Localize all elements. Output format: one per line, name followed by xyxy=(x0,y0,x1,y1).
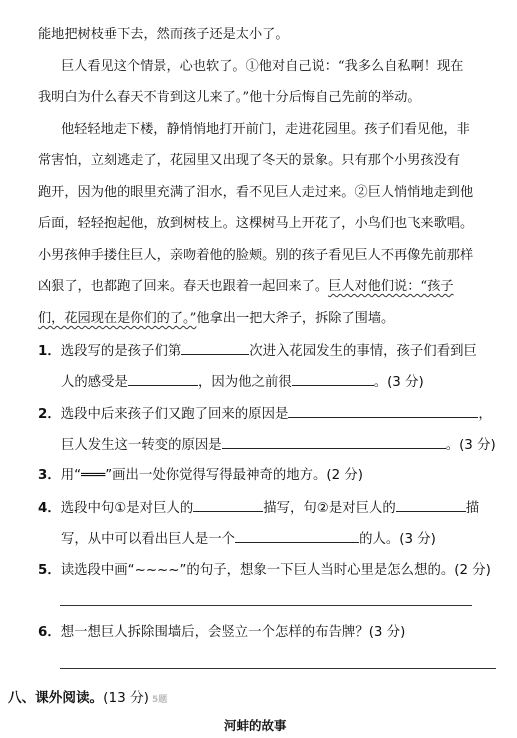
question-2-text-c: 巨人发生这一转变的原因是 xyxy=(61,438,222,453)
question-1-text-c: 人的感受是 xyxy=(61,375,128,390)
passage-line-4: 他轻轻地走下楼，静悄悄地打开前门，走进花园里。孩子们看见他，非 xyxy=(61,122,470,137)
passage-line-1: 能地把树枝垂下去，然而孩子还是太小了。 xyxy=(38,27,289,42)
question-2-text-d: 。(3 分) xyxy=(445,438,496,453)
question-1-blank-3[interactable] xyxy=(292,373,374,386)
passage-line-10 xyxy=(38,310,394,328)
question-4-blank-1[interactable] xyxy=(193,499,263,512)
question-1-text-d: ，因为他之前很 xyxy=(197,375,292,390)
question-4-line-2 xyxy=(61,530,436,549)
question-2-line-1 xyxy=(38,405,492,424)
question-1-blank-2[interactable] xyxy=(128,373,198,386)
question-5-answer-line[interactable] xyxy=(60,605,472,606)
question-1-text-b: 次进入花园发生的事情，孩子们看到巨 xyxy=(249,344,477,359)
passage-line-10-rest: 他拿出一把大斧子，拆除了围墙。 xyxy=(196,311,395,326)
passage-line-9-text: 凶狠了，也都跑了回来。春天也跟着一起回来了。 xyxy=(38,279,329,294)
passage-line-3: 我明白为什么春天不肯到这儿来了。”他十分后悔自己先前的举动。 xyxy=(38,90,421,105)
question-1-text-a: 选段写的是孩子们第 xyxy=(60,344,182,359)
question-5-number: 5． xyxy=(38,563,61,578)
passage-line-6: 跑开，因为他的眼里充满了泪水，看不见巨人走过来。②巨人悄悄地走到他 xyxy=(38,185,474,200)
question-4-blank-2[interactable] xyxy=(396,499,466,512)
question-2-text-b: ， xyxy=(478,407,492,422)
question-4-line-1 xyxy=(38,499,479,518)
question-5-text-b: ”的句子，想象一下巨人当时心里是怎么想的。(2 分) xyxy=(179,563,491,578)
question-1-number: 1． xyxy=(38,344,61,359)
section-score: (13 分) xyxy=(103,690,149,706)
question-3-text-b: ”画出一处你觉得写得最神奇的地方。(2 分) xyxy=(105,468,364,483)
question-1-line-1 xyxy=(38,342,477,361)
faint-mark: 5题 xyxy=(151,695,168,705)
question-2-blank-2[interactable] xyxy=(222,436,446,449)
question-2-text-a: 选段中后来孩子们又跑了回来的原因是 xyxy=(60,407,289,422)
question-1-line-2 xyxy=(61,373,424,392)
section-heading xyxy=(8,686,167,706)
question-4-number: 4． xyxy=(38,501,61,516)
passage-line-9 xyxy=(38,278,454,296)
question-4-text-a: 选段中句①是对巨人的 xyxy=(60,501,194,516)
passage-line-8: 小男孩伸手搂住巨人，亲吻着他的脸颊。别的孩子看见巨人不再像先前那样 xyxy=(38,248,474,263)
question-5-text-a: 读选段中画“ xyxy=(60,563,135,578)
question-6-text-a: 想一想巨人拆除围墙后，会竖立一个怎样的布告牌？(3 分) xyxy=(60,625,406,640)
question-6 xyxy=(38,624,405,642)
wavy-line-symbol: ~~~~ xyxy=(134,563,180,578)
question-3-number: 3． xyxy=(38,468,61,483)
passage-line-7: 后面，轻轻抱起他，放到树枝上。这棵树马上开花了，小鸟们也飞来歌唱。 xyxy=(38,216,474,231)
story-title: 河蚌的故事 xyxy=(224,718,287,733)
question-3 xyxy=(38,467,363,485)
passage-line-2: 巨人看见这个情景，心也软了。①他对自己说：“我多么自私啊！现在 xyxy=(61,59,464,74)
question-4-text-e: 的人。(3 分) xyxy=(359,532,436,547)
question-4-blank-3[interactable] xyxy=(235,530,359,543)
question-4-text-b: 描写，句②是对巨人的 xyxy=(263,501,396,516)
question-6-number: 6． xyxy=(38,625,61,640)
question-4-text-c: 描 xyxy=(465,501,480,516)
question-2-number: 2． xyxy=(38,407,61,422)
double-underline-symbol: ═══ xyxy=(81,468,106,483)
wavy-sentence-part-1: 巨人对他们说：“孩子 xyxy=(328,279,454,294)
question-6-answer-line[interactable] xyxy=(60,668,496,669)
question-4-text-d: 写，从中可以看出巨人是一个 xyxy=(61,532,236,547)
question-3-text-a: 用“ xyxy=(60,468,82,483)
question-1-blank-1[interactable] xyxy=(181,342,249,355)
question-5 xyxy=(38,562,491,580)
passage-line-5: 常害怕，立刻逃走了，花园里又出现了冬天的景象。只有那个小男孩没有 xyxy=(38,153,460,168)
question-1-text-e: 。(3 分) xyxy=(373,375,424,390)
question-2-line-2 xyxy=(61,436,496,455)
question-2-blank-1[interactable] xyxy=(288,405,478,418)
wavy-sentence-part-2: 们，花园现在是你们的了。” xyxy=(38,311,197,326)
section-label: 八、课外阅读。 xyxy=(8,690,104,706)
